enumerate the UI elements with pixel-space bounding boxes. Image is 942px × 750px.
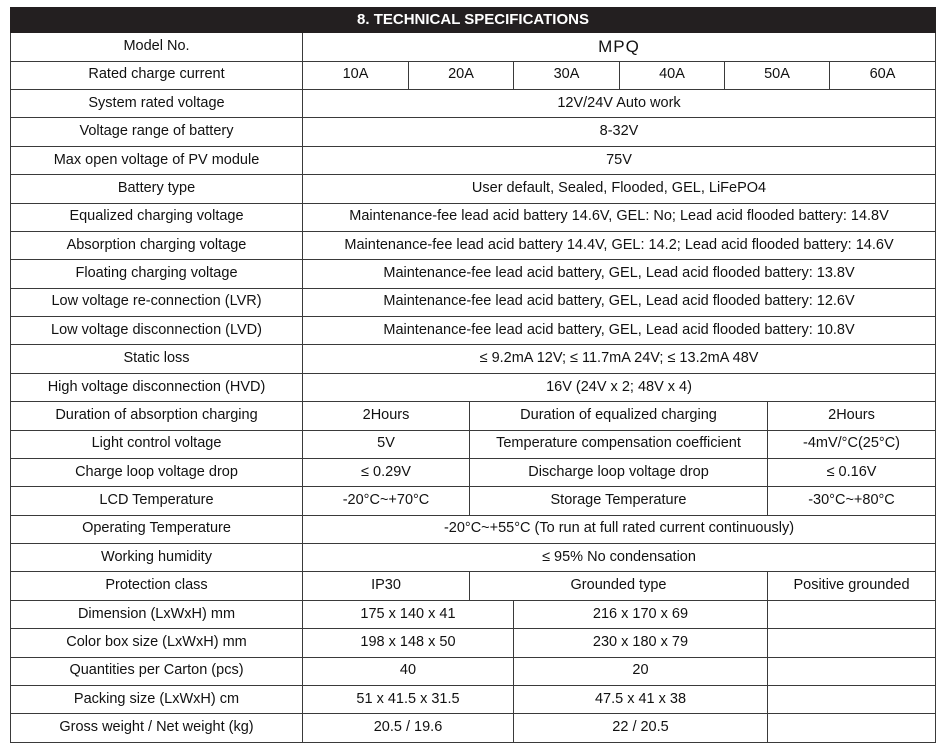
technical-specifications-table [10, 7, 936, 743]
spec-row [11, 146, 936, 174]
empty-cell [768, 600, 936, 628]
spec-row-split [11, 629, 936, 657]
empty-cell [768, 714, 936, 743]
spec-value-b: 230 x 180 x 79 [514, 629, 768, 657]
spec-row-split [11, 600, 936, 628]
spec-value: Maintenance-fee lead acid battery, GEL, Lead acid flooded battery: 10.8V [303, 317, 936, 345]
table-title: 8. TECHNICAL SPECIFICATIONS [11, 8, 936, 33]
spec-value-secondary: -4mV/°C(25°C) [768, 430, 936, 458]
spec-label: Max open voltage of PV module [11, 146, 303, 174]
spec-value: -20°C~+55°C (To run at full rated current continuously) [303, 515, 936, 543]
spec-label: Working humidity [11, 544, 303, 572]
spec-label-secondary: Duration of equalized charging [470, 402, 768, 430]
spec-label: Light control voltage [11, 430, 303, 458]
spec-row-protection [11, 572, 936, 600]
spec-row-split [11, 685, 936, 713]
spec-value-secondary: ≤ 0.16V [768, 458, 936, 486]
spec-value: 16V (24V x 2; 48V x 4) [303, 373, 936, 401]
spec-row [11, 317, 936, 345]
spec-row [11, 515, 936, 543]
spec-row-rated-current [11, 61, 936, 89]
current-60a: 60A [830, 61, 936, 89]
spec-value: Maintenance-fee lead acid battery, GEL, Lead acid flooded battery: 13.8V [303, 260, 936, 288]
spec-value-secondary: -30°C~+80°C [768, 487, 936, 515]
spec-row [11, 90, 936, 118]
spec-row-quad [11, 487, 936, 515]
spec-value: 2Hours [303, 402, 470, 430]
spec-label-secondary: Discharge loop voltage drop [470, 458, 768, 486]
spec-label: Floating charging voltage [11, 260, 303, 288]
spec-row-quad [11, 458, 936, 486]
spec-value-secondary: 2Hours [768, 402, 936, 430]
spec-label-secondary: Temperature compensation coefficient [470, 430, 768, 458]
empty-cell [768, 629, 936, 657]
spec-row [11, 175, 936, 203]
spec-label: Absorption charging voltage [11, 231, 303, 259]
model-value: MPQ [303, 33, 936, 61]
spec-row [11, 203, 936, 231]
spec-value-b: 22 / 20.5 [514, 714, 768, 743]
spec-row [11, 345, 936, 373]
spec-label: Equalized charging voltage [11, 203, 303, 231]
spec-value: 75V [303, 146, 936, 174]
spec-value: -20°C~+70°C [303, 487, 470, 515]
spec-row [11, 231, 936, 259]
spec-label: System rated voltage [11, 90, 303, 118]
spec-value: Maintenance-fee lead acid battery 14.4V, GEL: 14.2; Lead acid flooded battery: 14.6V [303, 231, 936, 259]
spec-label: Protection class [11, 572, 303, 600]
spec-label: Low voltage re-connection (LVR) [11, 288, 303, 316]
spec-value: 8-32V [303, 118, 936, 146]
spec-label: LCD Temperature [11, 487, 303, 515]
spec-label: Rated charge current [11, 61, 303, 89]
protection-ip: IP30 [303, 572, 470, 600]
spec-label: Dimension (LxWxH) mm [11, 600, 303, 628]
spec-label: Low voltage disconnection (LVD) [11, 317, 303, 345]
current-50a: 50A [725, 61, 830, 89]
spec-value-a: 20.5 / 19.6 [303, 714, 514, 743]
spec-value: Maintenance-fee lead acid battery, GEL, Lead acid flooded battery: 12.6V [303, 288, 936, 316]
spec-label: Charge loop voltage drop [11, 458, 303, 486]
spec-label: High voltage disconnection (HVD) [11, 373, 303, 401]
spec-value-a: 40 [303, 657, 514, 685]
spec-label: Model No. [11, 33, 303, 61]
spec-row-quad [11, 430, 936, 458]
current-40a: 40A [620, 61, 725, 89]
current-10a: 10A [303, 61, 409, 89]
spec-value: User default, Sealed, Flooded, GEL, LiFePO4 [303, 175, 936, 203]
protection-grounding: Grounded type [470, 572, 768, 600]
spec-value-a: 198 x 148 x 50 [303, 629, 514, 657]
spec-label: Operating Temperature [11, 515, 303, 543]
spec-row-split [11, 657, 936, 685]
spec-row-model [11, 33, 936, 61]
spec-label: Voltage range of battery [11, 118, 303, 146]
spec-value-b: 216 x 170 x 69 [514, 600, 768, 628]
spec-row [11, 373, 936, 401]
spec-value: ≤ 0.29V [303, 458, 470, 486]
spec-label: Gross weight / Net weight (kg) [11, 714, 303, 743]
current-20a: 20A [409, 61, 514, 89]
title-row [11, 8, 936, 33]
spec-value-b: 20 [514, 657, 768, 685]
spec-value-a: 51 x 41.5 x 31.5 [303, 685, 514, 713]
spec-row [11, 544, 936, 572]
spec-row [11, 118, 936, 146]
current-30a: 30A [514, 61, 620, 89]
spec-label: Quantities per Carton (pcs) [11, 657, 303, 685]
spec-value: Maintenance-fee lead acid battery 14.6V, GEL: No; Lead acid flooded battery: 14.8V [303, 203, 936, 231]
protection-polarity: Positive grounded [768, 572, 936, 600]
spec-label-secondary: Storage Temperature [470, 487, 768, 515]
empty-cell [768, 685, 936, 713]
spec-label: Static loss [11, 345, 303, 373]
spec-row [11, 260, 936, 288]
spec-row [11, 288, 936, 316]
spec-value-a: 175 x 140 x 41 [303, 600, 514, 628]
spec-label: Packing size (LxWxH) cm [11, 685, 303, 713]
spec-label: Battery type [11, 175, 303, 203]
spec-value: ≤ 9.2mA 12V; ≤ 11.7mA 24V; ≤ 13.2mA 48V [303, 345, 936, 373]
spec-value-b: 47.5 x 41 x 38 [514, 685, 768, 713]
spec-label: Duration of absorption charging [11, 402, 303, 430]
spec-row-quad [11, 402, 936, 430]
spec-value: 5V [303, 430, 470, 458]
spec-value: ≤ 95% No condensation [303, 544, 936, 572]
spec-row-split [11, 714, 936, 743]
spec-label: Color box size (LxWxH) mm [11, 629, 303, 657]
empty-cell [768, 657, 936, 685]
spec-value: 12V/24V Auto work [303, 90, 936, 118]
